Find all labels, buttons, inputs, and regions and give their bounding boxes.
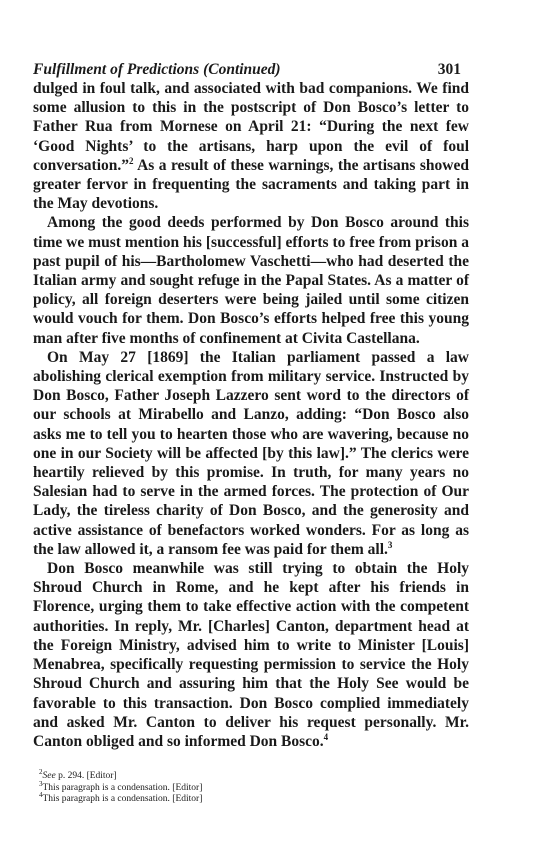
paragraph bbox=[33, 559, 469, 751]
paragraph bbox=[33, 348, 469, 559]
footnote-text: This paragraph is a condensation. [Editor] bbox=[42, 782, 203, 793]
paragraph-text: As a result of these warnings, the artisans showed greater fervor in frequenting the sacraments and taking part in the May devotions. bbox=[33, 156, 469, 213]
paragraph-text: On May 27 [1869] the Italian parliament passed a law abolishing clerical exemption from military service. Instructed by Don Bosco, Father Joseph Lazzero sent word to the directors of our schools at Mirabello and Lanzo, adding: “Don Bosco also asks me to tell you to hearten those who are wavering, because no one in our Society will be affected [by this law].” The clerics were heartily relieved by this promise. In truth, for many years no Salesian had to serve in the armed forces. The protection of Our Lady, the tireless charity of Don Bosco, and the generosity and active assistance of benefactors worked wonders. For as long as the law allowed it, a ransom fee was paid for them all. bbox=[33, 348, 469, 558]
footnote-text: p. 294. [Editor] bbox=[55, 771, 117, 782]
footnote-mark: 2 bbox=[39, 767, 43, 776]
footnote-mark: 3 bbox=[39, 779, 43, 788]
footnote bbox=[39, 767, 469, 783]
paragraph-text: Among the good deeds performed by Don Bosco around this time we must mention his [successful] efforts to free from prison a past pupil of his—Bartholomew Vaschetti—who had deserted the Italian army and sought refuge in the Papal States. As a matter of policy, all foreign deserters were being jailed until some citizen would vouch for them. Don Bosco’s efforts helped free this young man after five months of confinement at Civita Castellana. bbox=[33, 214, 469, 347]
book-page bbox=[33, 60, 469, 806]
footnote-text: This paragraph is a condensation. [Editor] bbox=[42, 794, 203, 805]
paragraph-text: dulged in foul talk, and associated with bad companions. We find some allusion to this in the postscript of Don Bosco’s letter to Father Rua from Mornese on April 21: “During the next few ‘Good Nights’ to the artisans, harp upon the evil of foul conversation.” bbox=[33, 80, 469, 174]
footnote-reference: 3 bbox=[387, 539, 393, 550]
footnote bbox=[39, 790, 469, 806]
paragraph-text: Don Bosco meanwhile was still trying to obtain the Holy Shroud Church in Rome, and he kept after his friends in Florence, urging them to take effective action with the competent authorities. In reply, Mr. [Charles] Canton, department head at the Foreign Ministry, advised him to write to Minister [Louis] Menabrea, specifically requesting permission to service the Holy Shroud Church and assuring him that the Holy See would be favorable to this transaction. Don Bosco complied immediately and asked Mr. Canton to deliver his request personally. Mr. Canton obliged and so informed Don Bosco. bbox=[33, 560, 469, 750]
footnote-mark: 4 bbox=[39, 790, 43, 799]
footnote-reference: 4 bbox=[323, 731, 329, 742]
page-number: 301 bbox=[437, 61, 461, 78]
footnote-reference: 2 bbox=[129, 155, 134, 166]
running-head: Fulfillment of Predictions (Continued) bbox=[33, 61, 281, 78]
body-text bbox=[33, 79, 469, 751]
footnotes bbox=[33, 767, 469, 806]
footnote bbox=[39, 779, 469, 795]
paragraph bbox=[33, 213, 469, 347]
page-header bbox=[33, 60, 469, 79]
paragraph bbox=[33, 79, 469, 213]
footnote-italic-text: See bbox=[42, 771, 56, 782]
